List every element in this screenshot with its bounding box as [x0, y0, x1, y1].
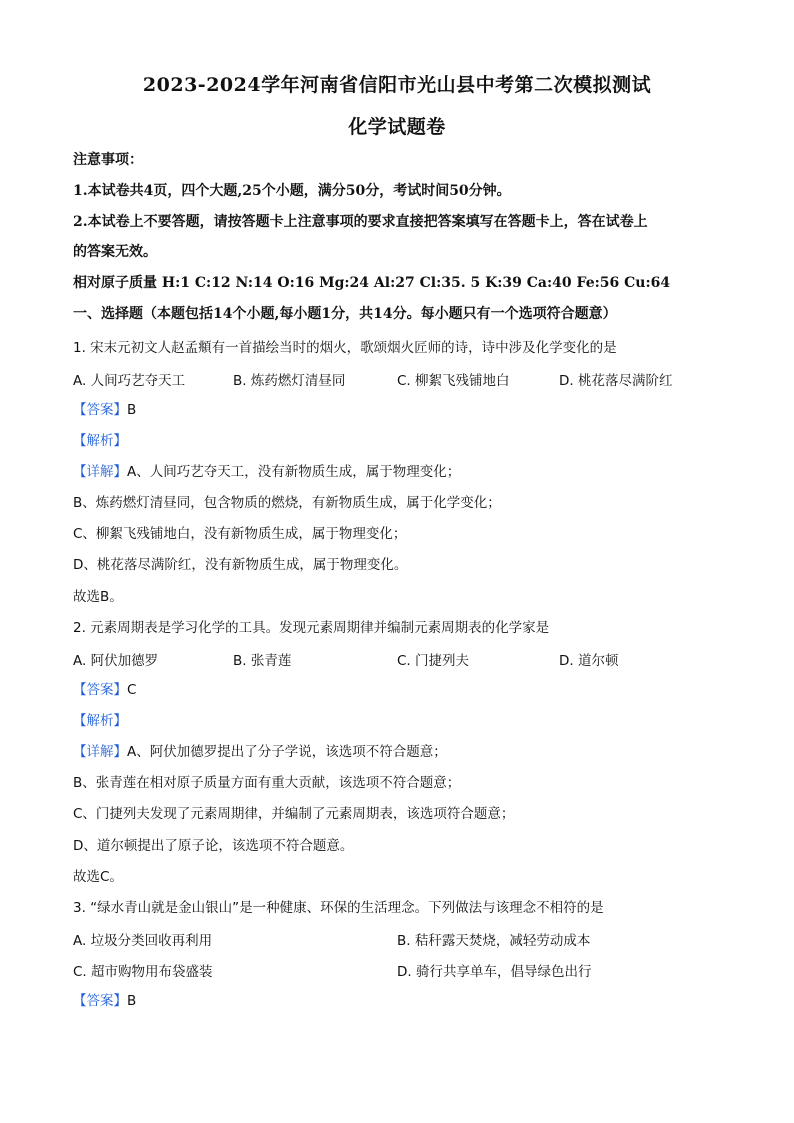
question-2-analysis [73, 711, 733, 731]
question-1-option-c: C. 柳絮飞残铺地白 [397, 373, 510, 389]
question-2-detail-d: D、道尔顿提出了原子论，该选项不符合题意。 [73, 838, 354, 854]
question-2-answer [73, 680, 733, 700]
question-2-option-d: D. 道尔顿 [559, 653, 619, 669]
detail-text: A、阿伏加德罗提出了分子学说，该选项不符合题意； [127, 744, 447, 760]
question-3-stem: 3. “绿水青山就是金山银山”是一种健康、环保的生活理念。下列做法与该理念不相符的是 [73, 900, 604, 916]
answer-value: B [127, 402, 137, 418]
answer-value: B [127, 993, 137, 1009]
section-heading: 一、选择题（本题包括14个小题,每小题1分，共14分。每小题只有一个选项符合题意） [73, 306, 617, 322]
question-2-detail-c: C、门捷列夫发现了元素周期律，并编制了元素周期表，该选项符合题意； [73, 806, 515, 822]
question-2-option-b: B. 张青莲 [233, 653, 292, 669]
question-1-conclusion: 故选B。 [73, 589, 123, 605]
question-3-option-d: D. 骑行共享单车，倡导绿色出行 [397, 964, 592, 980]
analysis-label: 【解析】 [73, 433, 127, 449]
analysis-label: 【解析】 [73, 713, 127, 729]
notice-item-1: 1.本试卷共4页，四个大题,25个小题，满分50分，考试时间50分钟。 [73, 183, 511, 199]
question-1-answer [73, 400, 733, 420]
question-1-analysis [73, 431, 733, 451]
question-3-option-b: B. 秸秆露天焚烧，减轻劳动成本 [397, 933, 591, 949]
question-2-conclusion: 故选C。 [73, 869, 123, 885]
atomic-mass-line: 相对原子质量 H:1 C:12 N:14 O:16 Mg:24 Al:27 Cl:35. 5 K:39 Ca:40 Fe:56 Cu:64 [73, 275, 671, 291]
page-title: 2023-2024学年河南省信阳市光山县中考第二次模拟测试 [142, 74, 652, 96]
notice-heading: 注意事项： [73, 152, 143, 168]
notice-item-2: 2.本试卷上不要答题，请按答题卡上注意事项的要求直接把答案填写在答题卡上，答在试卷上 [73, 214, 648, 230]
question-3-option-a: A. 垃圾分类回收再利用 [73, 933, 213, 949]
detail-label: 【详解】 [73, 464, 127, 480]
answer-label: 【答案】 [73, 682, 127, 698]
question-2-detail-a [73, 742, 733, 762]
question-2-detail-b: B、张青莲在相对原子质量方面有重大贡献，该选项不符合题意； [73, 775, 461, 791]
question-1-option-b: B. 炼药燃灯清昼同 [233, 373, 346, 389]
notice-item-2-cont: 的答案无效。 [73, 244, 157, 260]
detail-label: 【详解】 [73, 744, 127, 760]
question-2-stem: 2. 元素周期表是学习化学的工具。发现元素周期律并编制元素周期表的化学家是 [73, 620, 550, 636]
answer-label: 【答案】 [73, 993, 127, 1009]
question-1-detail-b: B、炼药燃灯清昼同，包含物质的燃烧，有新物质生成，属于化学变化； [73, 495, 501, 511]
answer-label: 【答案】 [73, 402, 127, 418]
question-1-detail-a [73, 462, 733, 482]
question-1-option-a: A. 人间巧艺夺天工 [73, 373, 186, 389]
question-1-detail-d: D、桃花落尽满阶红，没有新物质生成，属于物理变化。 [73, 557, 408, 573]
question-2-option-c: C. 门捷列夫 [397, 653, 470, 669]
answer-value: C [127, 682, 137, 698]
detail-text: A、人间巧艺夺天工，没有新物质生成，属于物理变化； [127, 464, 461, 480]
question-3-answer [73, 991, 733, 1011]
question-2-option-a: A. 阿伏加德罗 [73, 653, 159, 669]
question-1-option-d: D. 桃花落尽满阶红 [559, 373, 673, 389]
question-1-stem: 1. 宋末元初文人赵孟頫有一首描绘当时的烟火，歌颂烟火匠师的诗，诗中涉及化学变化的是 [73, 340, 617, 356]
question-3-option-c: C. 超市购物用布袋盛装 [73, 964, 213, 980]
page-subtitle: 化学试题卷 [348, 116, 446, 138]
question-1-detail-c: C、柳絮飞残铺地白，没有新物质生成，属于物理变化； [73, 526, 407, 542]
